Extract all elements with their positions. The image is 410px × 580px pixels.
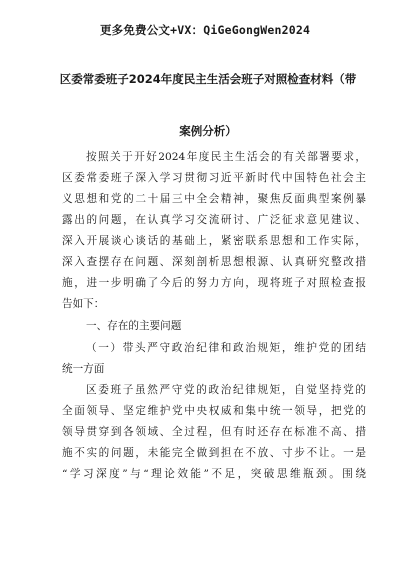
- paragraph-line: 深入查摆存在问题、深刻剖析思想根源、认真研究整改措: [62, 256, 366, 268]
- promo-header: 更多免费公文+VX：QiGeGongWen2024: [99, 23, 311, 37]
- document-title-line-2: 案例分析）: [179, 124, 237, 138]
- subsection-heading-line-1: （一）带头严守政治纪律和政治规矩，维护党的团结: [86, 342, 366, 354]
- document-title-line-1: 区委常委班子2024年度民主生活会班子对照检查材料（带: [59, 72, 357, 86]
- paragraph-line: “学习深度”与“理论效能”不足，突破思维瓶颈。围绕: [62, 468, 366, 480]
- section-heading: 一、存在的主要问题: [86, 320, 182, 332]
- paragraph-line: 全面领导、坚定维护党中央权威和集中统一领导，把党的: [62, 405, 366, 417]
- paragraph-line: 义思想和党的二十届三中全会精神，聚焦反面典型案例暴: [62, 193, 366, 205]
- paragraph-line: 区委班子虽然严守党的政治纪律规矩，自觉坚持党的: [86, 384, 366, 396]
- subsection-heading-line-2: 统一方面: [62, 363, 105, 375]
- paragraph-line: 领导贯穿到各领域、全过程，但有时还存在标准不高、措: [62, 426, 366, 438]
- paragraph-line: 告如下：: [62, 298, 105, 310]
- paragraph-line: 施，进一步明确了今后的努力方向，现将班子对照检查报: [62, 277, 366, 289]
- paragraph-line: 按照关于开好2024年度民主生活会的有关部署要求，: [86, 151, 366, 163]
- paragraph-line: 区委常委班子深入学习贯彻习近平新时代中国特色社会主: [62, 172, 366, 184]
- paragraph-line: 施不实的问题，未能完全做到担在不放、寸步不让。一是: [62, 447, 366, 459]
- paragraph-line: 露出的问题，在认真学习交流研讨、广泛征求意见建议、: [62, 214, 366, 226]
- paragraph-line: 深入开展谈心谈话的基础上，紧密联系思想和工作实际，: [62, 235, 366, 247]
